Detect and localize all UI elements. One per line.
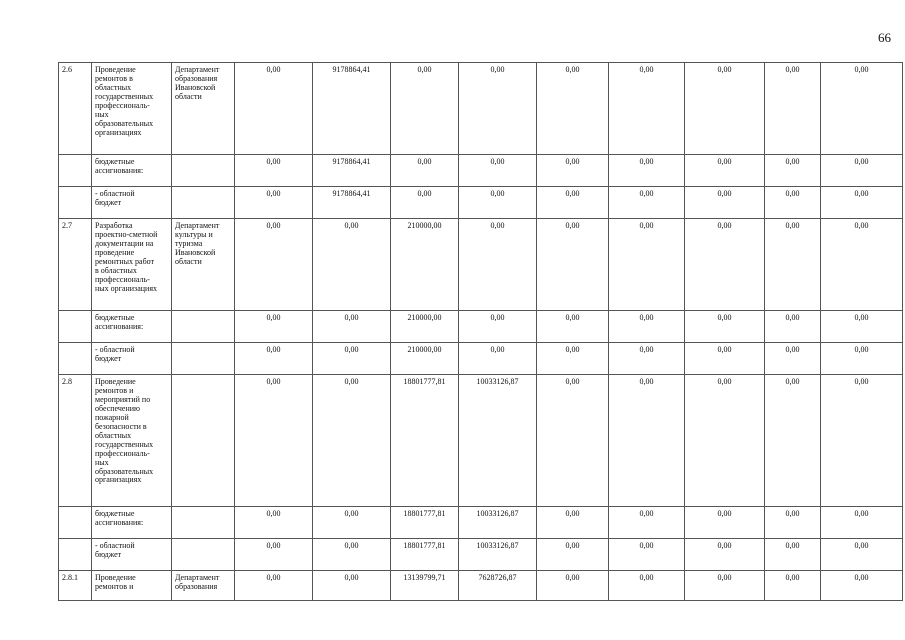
value-cell: 0,00 (685, 375, 765, 507)
table-row (59, 311, 903, 343)
value-cell: 0,00 (609, 343, 685, 375)
row-name-line: мероприятий по (95, 394, 151, 404)
row-name-line: проектно-сметной (95, 229, 158, 239)
value-cell: 0,00 (685, 343, 765, 375)
row-name-line: бюджет (95, 549, 122, 559)
row-name-line: бюджетные (95, 313, 135, 322)
page-number: 66 (878, 30, 891, 45)
row-organization (172, 187, 235, 219)
value-cell: 210000,00 (391, 311, 459, 343)
value-cell: 10033126,87 (459, 375, 537, 507)
row-code (59, 155, 92, 187)
value-cell: 0,00 (459, 187, 537, 219)
value-cell: 0,00 (609, 539, 685, 571)
value-cell: 18801777,81 (391, 507, 459, 539)
value-cell: 0,00 (537, 343, 609, 375)
value-cell: 9178864,41 (313, 155, 391, 187)
value-cell: 0,00 (821, 507, 903, 539)
row-name (92, 311, 172, 343)
row-code: 2.8.1 (59, 571, 92, 601)
row-name-line: Разработка (95, 221, 133, 230)
value-cell: 0,00 (391, 155, 459, 187)
value-cell: 0,00 (235, 375, 313, 507)
value-cell: 0,00 (313, 219, 391, 311)
value-cell: 0,00 (391, 63, 459, 155)
row-name-line: ных организациях (95, 283, 158, 293)
row-name-line: профессиональ- (95, 274, 150, 284)
row-name (92, 375, 172, 507)
table-row (59, 63, 903, 155)
row-name-line: бюджет (95, 197, 122, 207)
value-cell: 0,00 (685, 63, 765, 155)
table-row (59, 507, 903, 539)
value-cell: 0,00 (685, 155, 765, 187)
row-name-line: ассигнования: (95, 321, 144, 331)
row-organization-line: Департамент (175, 573, 220, 582)
row-name-line: бюджет (95, 353, 122, 363)
value-cell: 0,00 (537, 507, 609, 539)
value-cell: 0,00 (235, 343, 313, 375)
row-organization-line: образования (175, 73, 218, 83)
row-name (92, 539, 172, 571)
table-row (59, 343, 903, 375)
value-cell: 0,00 (459, 343, 537, 375)
table-row (59, 155, 903, 187)
row-name-line: документации на (95, 238, 154, 248)
row-code (59, 311, 92, 343)
value-cell: 0,00 (235, 571, 313, 601)
value-cell: 9178864,41 (313, 63, 391, 155)
row-name-line: Проведение (95, 377, 136, 386)
row-organization-line: культуры и (175, 229, 213, 239)
row-name-line: - областной (95, 345, 135, 354)
value-cell: 0,00 (459, 311, 537, 343)
row-name-line: ремонтов и (95, 581, 134, 591)
value-cell: 0,00 (821, 155, 903, 187)
row-organization-line: Ивановской (175, 82, 216, 92)
value-cell: 0,00 (685, 219, 765, 311)
row-name (92, 571, 172, 601)
budget-table (58, 62, 903, 601)
value-cell: 10033126,87 (459, 539, 537, 571)
value-cell: 0,00 (313, 375, 391, 507)
row-name-line: организациях (95, 475, 142, 485)
row-name-line: образовательных (95, 118, 154, 128)
row-name-line: образовательных (95, 466, 154, 476)
row-name-line: проведение (95, 247, 135, 257)
table-row (59, 187, 903, 219)
value-cell: 0,00 (821, 187, 903, 219)
row-name-line: бюджетные (95, 509, 135, 518)
row-name-line: бюджетные (95, 157, 135, 166)
row-name-line: профессиональ- (95, 448, 150, 458)
row-organization (172, 155, 235, 187)
row-code: 2.6 (59, 63, 92, 155)
value-cell: 0,00 (235, 311, 313, 343)
value-cell: 0,00 (537, 187, 609, 219)
value-cell: 0,00 (609, 507, 685, 539)
row-organization-line: Департамент (175, 221, 220, 230)
value-cell: 0,00 (765, 343, 821, 375)
row-code: 2.7 (59, 219, 92, 311)
value-cell: 0,00 (685, 311, 765, 343)
row-name (92, 343, 172, 375)
row-name-line: - областной (95, 189, 135, 198)
row-name-line: безопасности в (95, 421, 147, 431)
value-cell: 0,00 (313, 571, 391, 601)
row-name-line: областных (95, 430, 132, 440)
value-cell: 0,00 (537, 571, 609, 601)
row-name-line: профессиональ- (95, 100, 150, 110)
row-organization (172, 219, 235, 311)
row-organization-line: Ивановской (175, 247, 216, 257)
value-cell: 0,00 (821, 311, 903, 343)
value-cell: 0,00 (765, 155, 821, 187)
value-cell: 0,00 (609, 571, 685, 601)
value-cell: 0,00 (821, 343, 903, 375)
value-cell: 0,00 (459, 219, 537, 311)
value-cell: 18801777,81 (391, 539, 459, 571)
value-cell: 0,00 (235, 507, 313, 539)
value-cell: 0,00 (313, 507, 391, 539)
row-name-line: пожарной (95, 412, 129, 422)
value-cell: 0,00 (459, 155, 537, 187)
row-name (92, 187, 172, 219)
value-cell: 0,00 (765, 187, 821, 219)
row-name-line: ремонтов в (95, 73, 133, 83)
row-organization-line: Департамент (175, 65, 220, 74)
row-name-line: ассигнования: (95, 517, 144, 527)
row-code: 2.8 (59, 375, 92, 507)
row-organization (172, 571, 235, 601)
row-organization (172, 507, 235, 539)
value-cell: 0,00 (537, 539, 609, 571)
value-cell: 0,00 (537, 219, 609, 311)
value-cell: 0,00 (235, 539, 313, 571)
value-cell: 0,00 (685, 187, 765, 219)
table-row (59, 375, 903, 507)
row-organization-line: области (175, 91, 202, 101)
row-name-line: - областной (95, 541, 135, 550)
value-cell: 0,00 (765, 311, 821, 343)
row-name-line: ных (95, 457, 109, 467)
row-name-line: ных (95, 109, 109, 119)
row-organization (172, 539, 235, 571)
value-cell: 0,00 (609, 375, 685, 507)
row-organization (172, 375, 235, 507)
row-name (92, 63, 172, 155)
value-cell: 0,00 (537, 155, 609, 187)
value-cell: 0,00 (765, 63, 821, 155)
row-name-line: в областных (95, 265, 137, 275)
value-cell: 7628726,87 (459, 571, 537, 601)
value-cell: 0,00 (765, 219, 821, 311)
value-cell: 0,00 (313, 539, 391, 571)
row-name-line: ремонтных работ (95, 256, 155, 266)
value-cell: 0,00 (609, 311, 685, 343)
value-cell: 0,00 (821, 219, 903, 311)
row-organization-line: туризма (175, 238, 203, 248)
value-cell: 0,00 (765, 571, 821, 601)
row-name (92, 155, 172, 187)
table-row (59, 539, 903, 571)
value-cell: 13139799,71 (391, 571, 459, 601)
row-name-line: Проведение (95, 573, 136, 582)
row-organization (172, 311, 235, 343)
value-cell: 0,00 (609, 219, 685, 311)
row-name-line: ремонтов и (95, 385, 134, 395)
value-cell: 0,00 (235, 219, 313, 311)
value-cell: 10033126,87 (459, 507, 537, 539)
value-cell: 0,00 (821, 539, 903, 571)
value-cell: 0,00 (235, 187, 313, 219)
value-cell: 0,00 (765, 375, 821, 507)
value-cell: 0,00 (313, 311, 391, 343)
row-organization-line: образования (175, 581, 218, 591)
value-cell: 0,00 (537, 63, 609, 155)
row-code (59, 343, 92, 375)
value-cell: 0,00 (685, 539, 765, 571)
value-cell: 0,00 (821, 375, 903, 507)
table-row (59, 219, 903, 311)
value-cell: 0,00 (821, 571, 903, 601)
row-name-line: государственных (95, 439, 154, 449)
table-row (59, 571, 903, 601)
row-name (92, 507, 172, 539)
row-name (92, 219, 172, 311)
table-body (59, 63, 903, 601)
value-cell: 0,00 (821, 63, 903, 155)
value-cell: 0,00 (765, 507, 821, 539)
value-cell: 18801777,81 (391, 375, 459, 507)
row-code (59, 539, 92, 571)
value-cell: 0,00 (459, 63, 537, 155)
value-cell: 210000,00 (391, 343, 459, 375)
value-cell: 0,00 (609, 63, 685, 155)
row-name-line: Проведение (95, 65, 136, 74)
row-name-line: обеспечению (95, 403, 141, 413)
value-cell: 0,00 (685, 571, 765, 601)
row-name-line: организациях (95, 127, 142, 137)
value-cell: 9178864,41 (313, 187, 391, 219)
value-cell: 0,00 (685, 507, 765, 539)
value-cell: 0,00 (609, 187, 685, 219)
row-code (59, 507, 92, 539)
row-name-line: государственных (95, 91, 154, 101)
row-code (59, 187, 92, 219)
value-cell: 0,00 (765, 539, 821, 571)
row-name-line: ассигнования: (95, 165, 144, 175)
value-cell: 0,00 (313, 343, 391, 375)
value-cell: 0,00 (537, 375, 609, 507)
value-cell: 0,00 (609, 155, 685, 187)
value-cell: 0,00 (537, 311, 609, 343)
value-cell: 210000,00 (391, 219, 459, 311)
row-name-line: областных (95, 82, 132, 92)
value-cell: 0,00 (235, 155, 313, 187)
row-organization (172, 343, 235, 375)
row-organization-line: области (175, 256, 202, 266)
value-cell: 0,00 (235, 63, 313, 155)
value-cell: 0,00 (391, 187, 459, 219)
row-organization (172, 63, 235, 155)
